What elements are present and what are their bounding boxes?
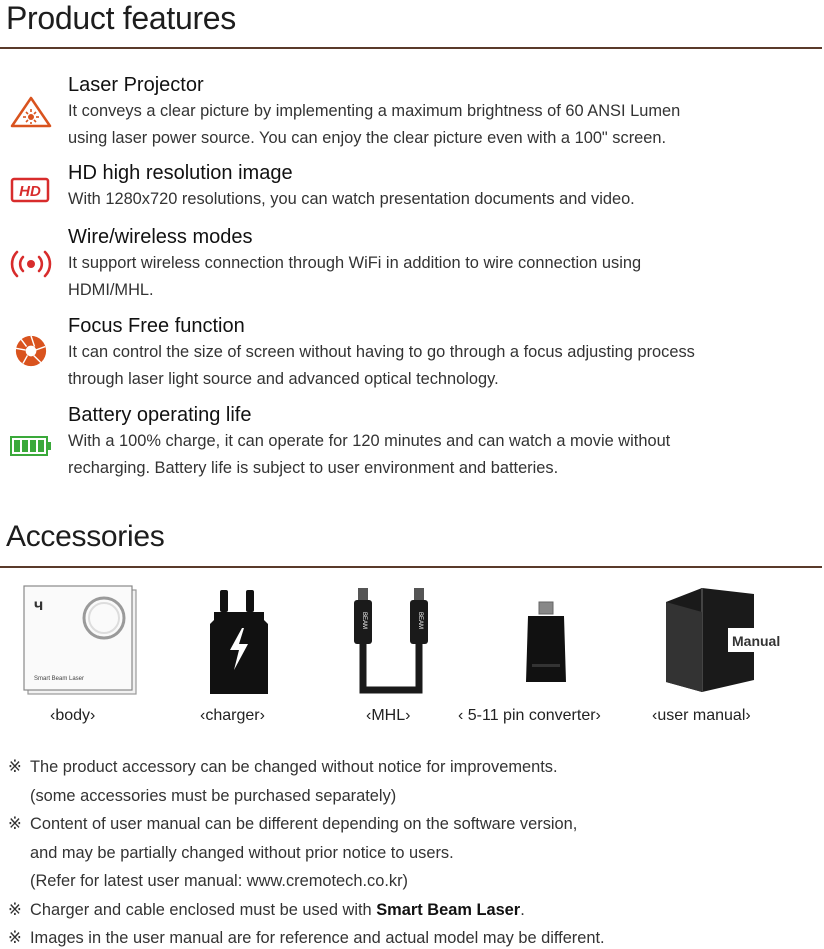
projector-box-icon [22, 584, 140, 696]
feature-description [68, 339, 824, 393]
accessory-label-pin-converter: ‹ 5-11 pin converter› [458, 707, 601, 724]
feature-line: It can control the size of screen without having to go through a focus adjusting process [68, 343, 695, 361]
note-mark: ※ [8, 929, 22, 947]
note-line: The product accessory can be changed without notice for improvements. [30, 758, 558, 776]
note-line: Content of user manual can be different depending on the software version, [30, 815, 578, 833]
feature-battery-life [10, 404, 822, 477]
note-line: and may be partially changed without prior notice to users. [30, 843, 454, 862]
feature-title: Battery operating life [68, 404, 252, 426]
note-mark: ※ [8, 815, 22, 833]
feature-title: HD high resolution image [68, 162, 293, 184]
wireless-signal-icon [10, 248, 52, 280]
box-label: Smart Beam Laser [34, 676, 85, 682]
product-name: Smart Beam Laser [376, 900, 521, 919]
feature-wire-wireless [10, 226, 822, 299]
feature-line: It support wireless connection through WiFi in addition to wire connection using [68, 254, 642, 272]
note-line: (some accessories must be purchased separately) [30, 786, 397, 805]
notes-list [8, 753, 822, 949]
note-line: Images in the user manual are for reference and actual model may be different. [30, 929, 605, 947]
accessory-label-mhl: ‹MHL› [366, 707, 411, 724]
feature-line: It conveys a clear picture by implementing a maximum brightness of 60 ANSI Lumen [68, 102, 681, 120]
features-divider [0, 47, 822, 49]
feature-line: through laser light source and advanced optical technology. [68, 370, 499, 388]
feature-line: With a 100% charge, it can operate for 120 minutes and can watch a movie without [68, 432, 671, 450]
feature-hd-image [10, 162, 822, 212]
feature-title: Laser Projector [68, 74, 204, 96]
feature-title: Focus Free function [68, 315, 245, 337]
feature-line: With 1280x720 resolutions, you can watch presentation documents and video. [68, 190, 635, 208]
feature-line: using laser power source. You can enjoy the clear picture even with a 100" screen. [68, 129, 667, 147]
pin-converter-icon [520, 584, 572, 696]
hd-icon-label: HD [19, 183, 41, 200]
charger-icon [206, 584, 272, 696]
note-line: (Refer for latest user manual: www.cremotech.co.kr) [30, 872, 409, 890]
book-label: Manual [732, 633, 781, 649]
feature-description [68, 186, 824, 213]
feature-focus-free [10, 315, 822, 388]
note-item [8, 753, 822, 810]
feature-title: Wire/wireless modes [68, 226, 253, 248]
cable-label-right: BEAM [417, 612, 423, 630]
feature-line: HDMI/MHL. [68, 281, 154, 299]
features-heading: Product features [6, 0, 236, 36]
note-mark: ※ [8, 900, 22, 919]
note-mark: ※ [8, 758, 22, 776]
accessory-label-charger: ‹charger› [200, 707, 265, 724]
svg-text:ч: ч [34, 597, 44, 614]
accessory-label-user-manual: ‹user manual› [652, 707, 751, 724]
feature-description [68, 98, 824, 152]
feature-description [68, 250, 824, 304]
note-item [8, 924, 822, 949]
note-line: Charger and cable enclosed must be used with [30, 900, 377, 919]
accessories-heading: Accessories [6, 520, 165, 553]
note-suffix: . [520, 900, 525, 919]
hd-icon [10, 174, 52, 206]
accessories-divider [0, 566, 822, 568]
battery-icon [10, 430, 52, 462]
note-item [8, 896, 822, 925]
laser-warning-icon [10, 96, 52, 128]
feature-line: recharging. Battery life is subject to user environment and batteries. [68, 459, 559, 477]
note-item [8, 810, 822, 896]
feature-description [68, 428, 824, 482]
feature-laser-projector [10, 74, 822, 147]
aperture-icon [10, 335, 52, 367]
mhl-cable-icon [350, 584, 434, 696]
accessory-label-body: ‹body› [50, 707, 96, 724]
user-manual-icon [662, 584, 792, 696]
cable-label-left: BEAM [361, 612, 367, 630]
